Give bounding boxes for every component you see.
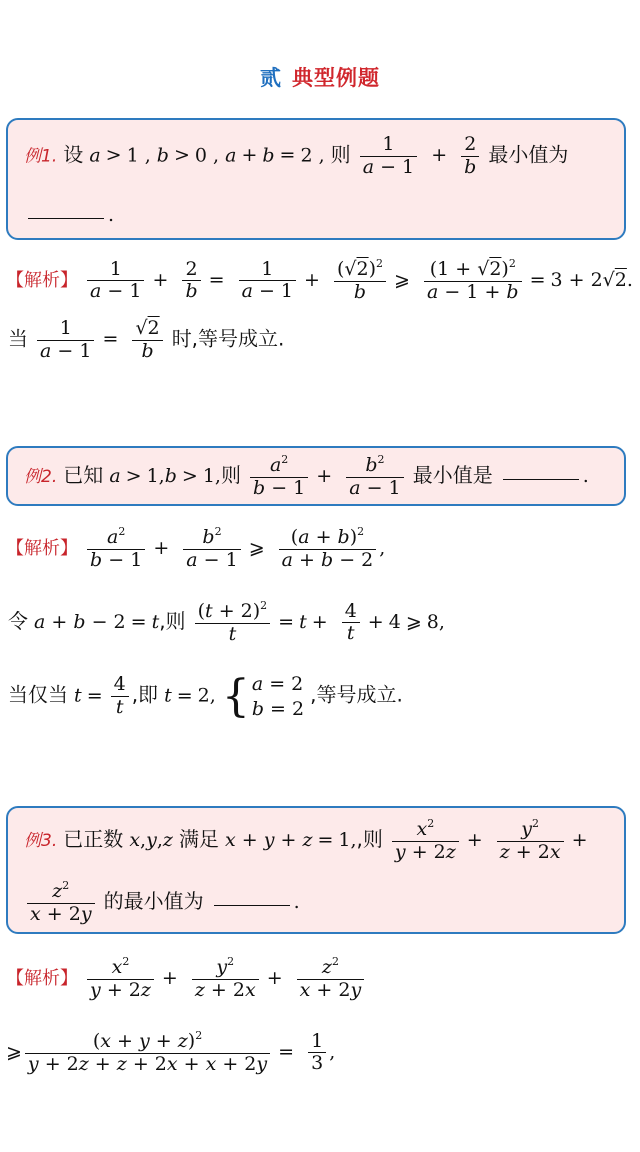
answer-blank[interactable] — [503, 477, 579, 480]
fraction: $\frac{1}{a - 1}$ — [360, 134, 417, 179]
fraction: $\frac{2}{b}$ — [461, 134, 479, 179]
example-2-line: 例2. 已知 a > 1,b > 1,则 $\frac{a^2}{b - 1}$ + $\frac{b^2}{a - 1}$ 最小值是 . — [24, 453, 589, 499]
example-2-label: 例2. — [24, 466, 58, 487]
example-3-box — [6, 806, 626, 934]
example-2-box — [6, 446, 626, 506]
example-3-line-2: $\frac{z^2}{x + 2y}$ 的最小值为 . — [24, 880, 300, 926]
solution-1-line-2: 当 $\frac{1}{a - 1}$ = $\frac{√2}{b}$ 时,等号成立. — [8, 317, 285, 362]
solution-1-label: 【解析】 — [6, 269, 78, 291]
answer-blank[interactable] — [214, 903, 290, 906]
answer-blank[interactable] — [28, 216, 104, 219]
solution-2-line-2: 令 a + b − 2 = t,则 $\frac{(t + 2)^2}{t}$ = t + $\frac{4}{t}$ + 4 ⩾ 8, — [8, 599, 445, 645]
solution-3-line-1: 【解析】 $\frac{x^2}{y + 2z}$ + $\frac{y^2}{z + 2x}$ + $\frac{z^2}{x + 2y}$ — [6, 956, 367, 1002]
example-1-line-2: . — [24, 206, 114, 225]
solution-2-label: 【解析】 — [6, 537, 78, 559]
solution-3-label: 【解析】 — [6, 967, 78, 989]
example-3-line-1: 例3. 已正数 x,y,z 满足 x + y + z = 1,,则 $\frac{x^2}{y + 2z}$ + $\frac{y^2}{z + 2x}$ + — [24, 817, 588, 863]
solution-1-line-1: 【解析】 $\frac{1}{a - 1}$ + $\frac{2}{b}$ = $\frac{1}{a - 1}$ + $\frac{(√2)^2}{b}$ ⩾ $\frac{(1 + √2)^2}{a - 1 + b}$ = 3 + 2√2. — [6, 257, 633, 303]
example-1-box — [6, 118, 626, 240]
example-3-label: 例3. — [24, 830, 58, 851]
example-1-label: 例1. — [24, 146, 58, 167]
section-title — [0, 62, 640, 92]
section-number: 贰 — [260, 66, 282, 90]
solution-2-line-3: 当仅当 t = $\frac{4}{t}$ ,即 t = 2, { a = 2 b = 2 ,等号成立. — [8, 670, 403, 722]
example-1-line-1: 例1. 设 a > 1 , b > 0 , a + b = 2 , 则 $\frac{1}{a - 1}$ + $\frac{2}{b}$ 最小值为 — [24, 133, 569, 178]
section-heading: 典型例题 — [292, 66, 380, 90]
solution-3-line-2: ⩾ $\frac{(x + y + z)^2}{y + 2z + z + 2x + x + 2y}$ = $\frac{1}{3}$ , — [6, 1029, 336, 1075]
solution-2-line-1: 【解析】 $\frac{a^2}{b - 1}$ + $\frac{b^2}{a - 1}$ ⩾ $\frac{(a + b)^2}{a + b - 2}$ , — [6, 525, 386, 571]
